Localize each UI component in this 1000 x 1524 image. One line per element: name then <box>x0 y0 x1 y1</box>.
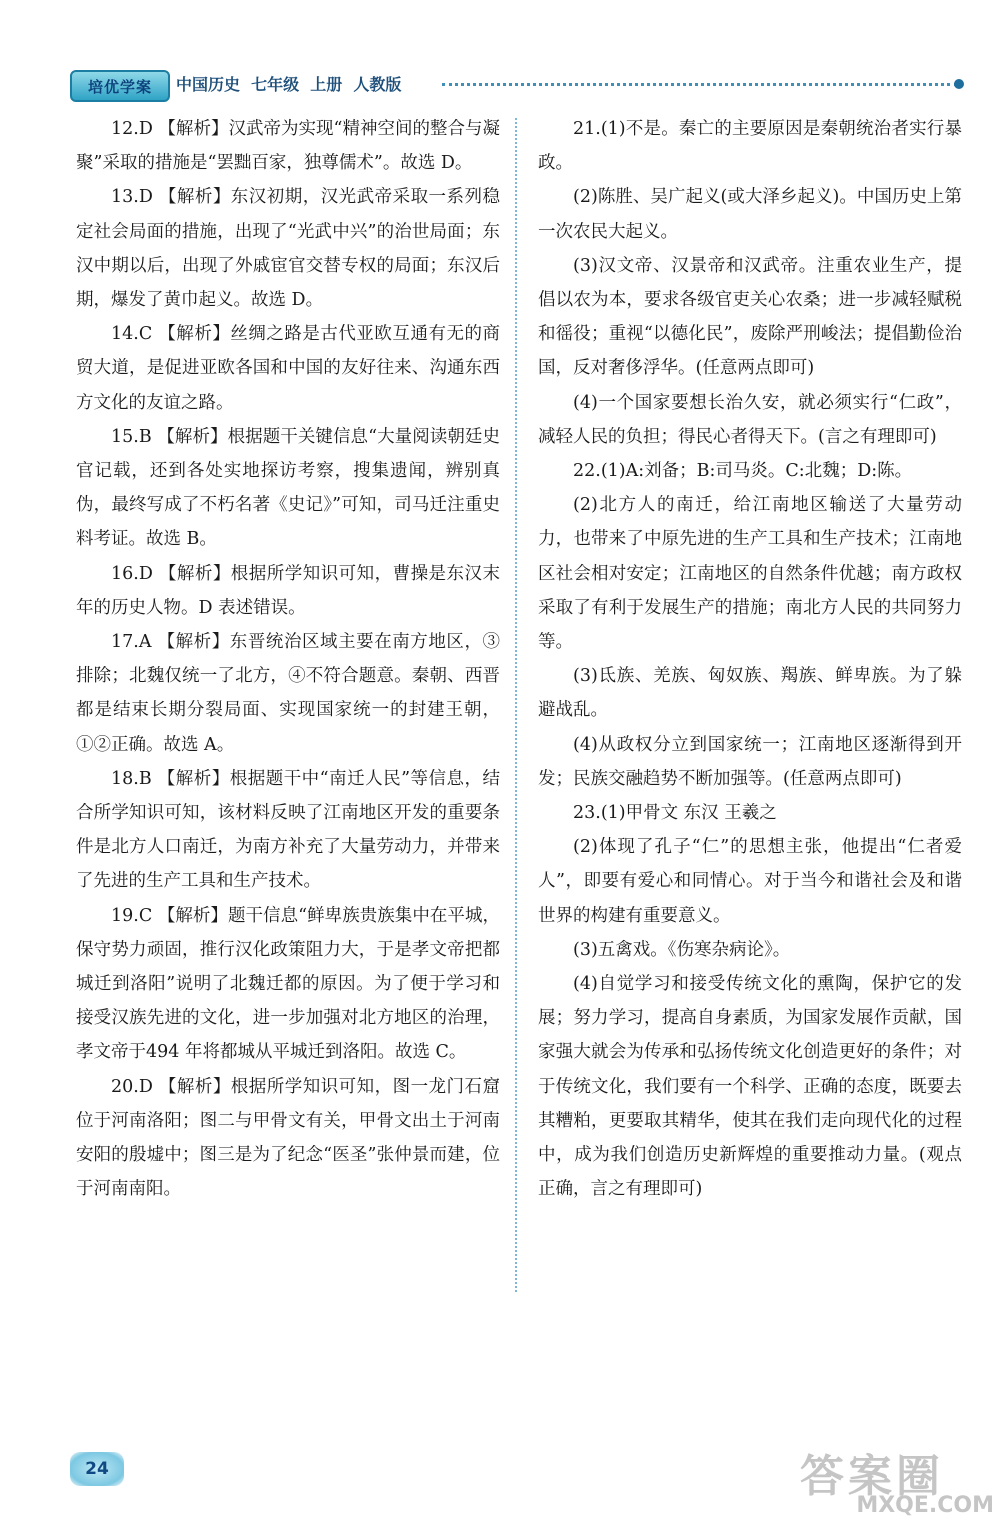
book-logo: 培优学案 <box>70 70 170 102</box>
answer-paragraph: 16.D 【解析】根据所学知识可知，曹操是东汉末年的历史人物。D 表述错误。 <box>76 563 500 618</box>
answer-paragraph: (3)五禽戏。《伤寒杂病论》。 <box>573 939 791 960</box>
answer-paragraph: (2)体现了孔子“仁”的思想主张，他提出“仁者爱人”，即要有爱心和同情心。对于当今和谐社会及和谐世界的构建有重要意义。 <box>538 837 962 926</box>
answer-paragraph: (4)自觉学习和接受传统文化的熏陶，保护它的发展；努力学习，提高自身素质，为国家发展作贡献，国家强大就会为传承和弘扬传统文化创造更好的条件；对于传统文化，我们要有一个科学、正确的态度，既要去其糟粕，更要取其精华，使其在我们走向现代化的过程中，成为我们创造历史新辉煌的重要推动力量。(观点正确，言之有理即可) <box>538 974 962 1200</box>
answer-paragraph: (3)汉文帝、汉景帝和汉武帝。注重农业生产，提倡以农为本，要求各级官吏关心农桑；进一步减轻赋税和徭役；重视“以德化民”，废除严刑峻法；提倡勤俭治国，反对奢侈浮华。(任意两点即可) <box>538 255 962 379</box>
answer-paragraph: 18.B 【解析】根据题干中“南迁人民”等信息，结合所学知识可知，该材料反映了江南地区开发的重要条件是北方人口南迁，为南方补充了大量劳动力，并带来了先进的生产工具和生产技术。 <box>76 768 500 892</box>
answer-paragraph: (3)氐族、羌族、匈奴族、羯族、鲜卑族。为了躲避战乱。 <box>538 666 962 721</box>
watermark-site: MXQE.COM <box>856 1493 994 1518</box>
answer-paragraph: 21.(1)不是。秦亡的主要原因是秦朝统治者实行暴政。 <box>538 119 962 174</box>
page-number: 24 <box>70 1452 124 1486</box>
answer-paragraph: 22.(1)A:刘备；B:司马炎。C:北魏；D:陈。 <box>573 461 913 482</box>
header-title: 中国历史 七年级 上册 人教版 <box>176 75 402 94</box>
watermark-logo-text: 答案圈 <box>800 1451 944 1502</box>
answer-paragraph: (2)陈胜、吴广起义(或大泽乡起义)。中国历史上第一次农民大起义。 <box>538 187 962 242</box>
right-column <box>538 112 962 1207</box>
answer-paragraph: 15.B 【解析】根据题干关键信息“大量阅读朝廷史官记载，还到各处实地探访考察，搜集遗闻，辨别真伪，最终写成了不朽名著《史记》”可知，司马迁注重史料考证。故选 B。 <box>76 426 500 550</box>
answer-paragraph: 17.A 【解析】东晋统治区域主要在南方地区，③排除；北魏仅统一了北方，④不符合题意。秦朝、西晋都是结束长期分裂局面、实现国家统一的封建王朝，①②正确。故选 A。 <box>76 632 500 755</box>
answer-paragraph: 19.C 【解析】题干信息“鲜卑族贵族集中在平城，保守势力顽固，推行汉化政策阻力大，于是孝文帝把都城迁到洛阳”说明了北魏迁都的原因。为了便于学习和接受汉族先进的文化，进一步加强对北方地区的治理，孝文帝于494 年将都城从平城迁到洛阳。故选 C。 <box>76 905 500 1063</box>
header-dotted-rule <box>442 83 957 86</box>
answer-paragraph: 12.D 【解析】汉武帝为实现“精神空间的整合与凝聚”采取的措施是“罢黜百家，独尊儒术”。故选 D。 <box>76 119 500 174</box>
answer-paragraph: (4)从政权分立到国家统一；江南地区逐渐得到开发；民族交融趋势不断加强等。(任意两点即可) <box>538 734 962 789</box>
column-divider <box>515 118 517 1292</box>
answer-paragraph: 20.D 【解析】根据所学知识可知，图一龙门石窟位于河南洛阳；图二与甲骨文有关，甲骨文出土于河南安阳的殷墟中；图三是为了纪念“医圣”张仲景而建，位于河南南阳。 <box>76 1076 500 1200</box>
header-end-dot <box>954 79 964 89</box>
answer-paragraph: 23.(1)甲骨文 东汉 王羲之 <box>573 803 777 824</box>
answer-paragraph: (4)一个国家要想长治久安，就必须实行“仁政”，减轻人民的负担；得民心者得天下。(言之有理即可) <box>538 392 962 447</box>
answer-paragraph: 13.D 【解析】东汉初期，汉光武帝采取一系列稳定社会局面的措施，出现了“光武中兴”的治世局面；东汉中期以后，出现了外戚宦官交替专权的局面；东汉后期，爆发了黄巾起义。故选 D。 <box>76 187 500 311</box>
answer-paragraph: 14.C 【解析】丝绸之路是古代亚欧互通有无的商贸大道，是促进亚欧各国和中国的友好往来、沟通东西方文化的友谊之路。 <box>76 324 500 413</box>
page-header <box>70 66 975 106</box>
left-column <box>76 112 500 1207</box>
answer-paragraph: (2)北方人的南迁，给江南地区输送了大量劳动力，也带来了中原先进的生产工具和生产技术；江南地区社会相对安定；江南地区的自然条件优越；南方政权采取了有利于发展生产的措施；南北方人民的共同努力等。 <box>538 495 962 653</box>
watermark <box>800 1440 996 1520</box>
